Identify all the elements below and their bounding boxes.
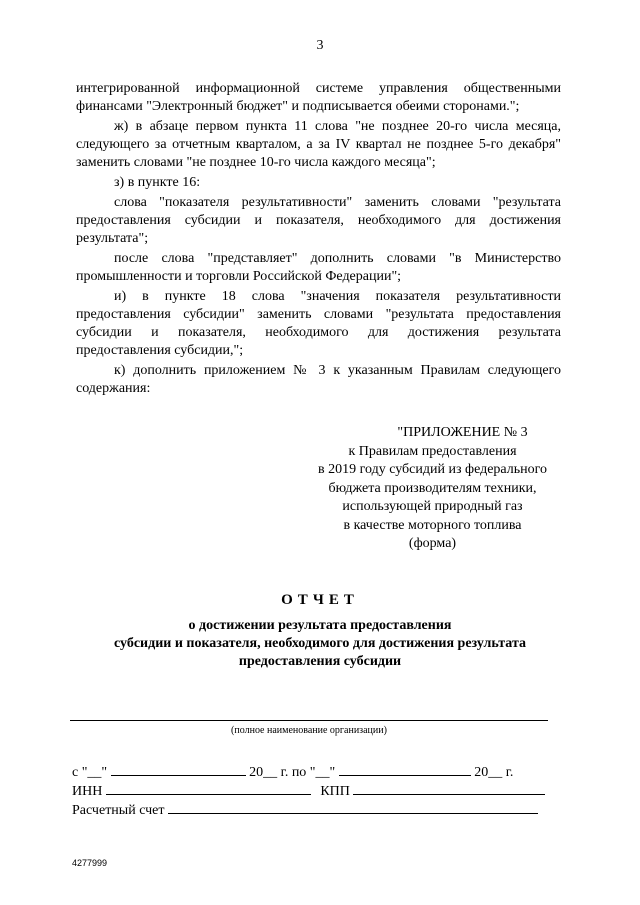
appendix-line: бюджета производителям техники, bbox=[328, 480, 537, 496]
appendix-line: в качестве моторного топлива bbox=[343, 517, 522, 533]
appendix-line: к Правилам предоставления bbox=[348, 443, 517, 459]
account-row bbox=[72, 800, 538, 819]
paragraph: и) в пункте 18 слова "значения показателя результативности предоставления субсидии" заменить словами "результата предоставления субсидии и показателя, необходимого для достижения результата предоставления субсидии,"; bbox=[76, 289, 561, 358]
date-from-blank bbox=[111, 762, 246, 776]
appendix-line: использующей природный газ bbox=[342, 499, 523, 514]
paragraph: к) дополнить приложением № 3 к указанным Правилам следующего содержания: bbox=[76, 363, 561, 396]
account-label: Расчетный счет bbox=[72, 803, 165, 818]
appendix-line: (форма) bbox=[408, 536, 457, 551]
paragraph: слова "показателя результативности" заменить словами "результата предоставления субсидии и показателя, необходимого для достижения результата"; bbox=[76, 195, 561, 246]
inn-kpp-row bbox=[72, 781, 545, 800]
inn-blank bbox=[106, 781, 311, 795]
appendix-header bbox=[300, 424, 565, 554]
paragraph: з) в пункте 16: bbox=[114, 175, 201, 190]
paragraph: ж) в абзаце первом пункта 11 слова "не позднее 20-го числа месяца, следующего за отчетным кварталом, а за IV квартал не позднее 5-го декабря" заменить словами "не позднее 10-го числа каждого месяца"; bbox=[76, 119, 561, 170]
paragraph: после слова "представляет" дополнить словами "в Министерство промышленности и торговли Российской Федерации"; bbox=[76, 251, 561, 284]
report-title: ОТЧЕТ bbox=[281, 592, 359, 608]
report-subtitle bbox=[80, 617, 560, 671]
date-to-blank bbox=[339, 762, 471, 776]
organization-name-line bbox=[70, 720, 548, 721]
report-subtitle-line: предоставления субсидии bbox=[238, 654, 402, 669]
appendix-line: "ПРИЛОЖЕНИЕ № 3 bbox=[397, 425, 528, 440]
paragraph: интегрированной информационной системе управления общественными финансами "Электронный бюджет" и подписывается обеими сторонами."; bbox=[76, 81, 561, 114]
year-label-2: 20__ г. bbox=[474, 765, 514, 780]
appendix-line: в 2019 году субсидий из федерального bbox=[317, 462, 548, 477]
report-subtitle-line: о достижении результата предоставления bbox=[188, 618, 452, 633]
document-id: 4277999 bbox=[72, 858, 108, 868]
inn-label: ИНН bbox=[72, 784, 103, 799]
year-label-1: 20__ г. по "__" bbox=[249, 765, 336, 780]
organization-name-caption: (полное наименование организации) bbox=[231, 725, 387, 736]
period-row bbox=[72, 762, 513, 781]
document-body bbox=[76, 80, 561, 400]
date-from-label: с "__" bbox=[72, 765, 108, 780]
kpp-blank bbox=[353, 781, 545, 795]
page-number: 3 bbox=[316, 38, 324, 53]
account-blank bbox=[168, 800, 538, 814]
kpp-label: КПП bbox=[320, 784, 350, 799]
report-subtitle-line: субсидии и показателя, необходимого для достижения результата bbox=[113, 636, 526, 651]
